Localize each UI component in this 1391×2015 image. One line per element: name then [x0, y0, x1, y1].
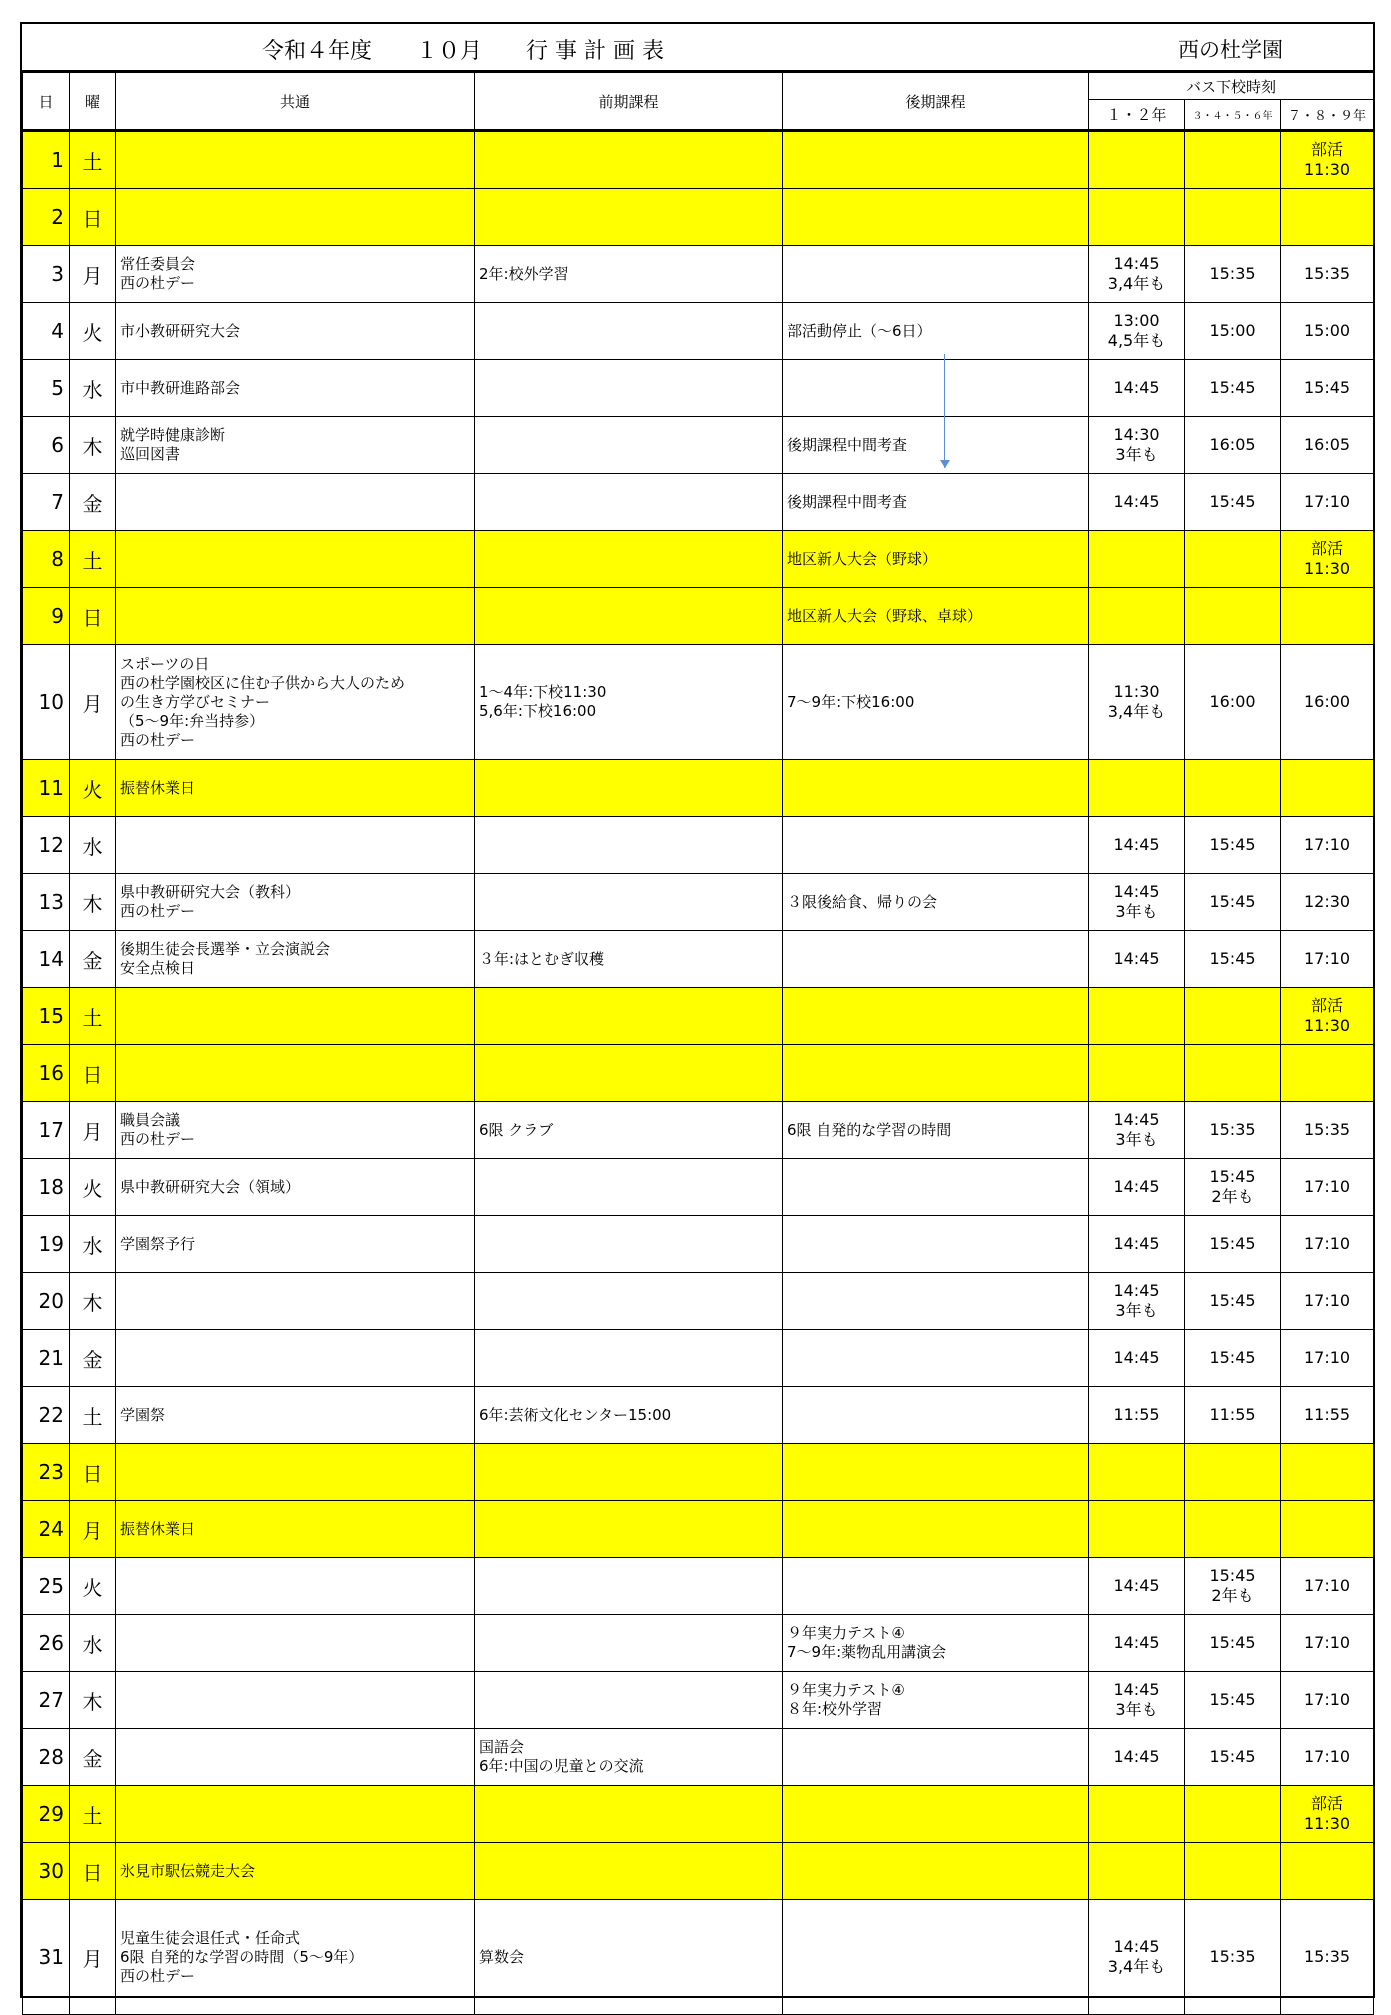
late-course-cell — [783, 1216, 1089, 1273]
table-row — [23, 1045, 1374, 1102]
bus-time-1-2-cell: 14:45 — [1089, 1216, 1185, 1273]
weekday-cell: 月 — [70, 1900, 116, 2015]
col-bus-7-9: ７・８・９年 — [1281, 100, 1374, 131]
table-row — [23, 1501, 1374, 1558]
col-early: 前期課程 — [475, 73, 783, 131]
table-row — [23, 1387, 1374, 1444]
bus-time-1-2-cell: 14:45 — [1089, 1159, 1185, 1216]
common-event-cell: 市小教研研究大会 — [116, 303, 475, 360]
table-row — [23, 1330, 1374, 1387]
late-course-cell — [783, 1387, 1089, 1444]
table-row — [23, 303, 1374, 360]
day-cell: 12 — [23, 817, 70, 874]
early-course-cell — [475, 874, 783, 931]
day-cell: 29 — [23, 1786, 70, 1843]
weekday-cell: 火 — [70, 303, 116, 360]
day-cell: 11 — [23, 760, 70, 817]
bus-time-3-6-cell — [1185, 1501, 1281, 1558]
day-cell: 28 — [23, 1729, 70, 1786]
table-row — [23, 1900, 1374, 2015]
common-event-cell: 氷見市駅伝競走大会 — [116, 1843, 475, 1900]
schedule-sheet — [20, 22, 1375, 1998]
weekday-cell: 木 — [70, 1672, 116, 1729]
day-cell: 26 — [23, 1615, 70, 1672]
weekday-cell: 水 — [70, 1615, 116, 1672]
late-course-cell — [783, 1501, 1089, 1558]
table-row — [23, 417, 1374, 474]
early-course-cell — [475, 303, 783, 360]
bus-time-1-2-cell: 14:45 — [1089, 1330, 1185, 1387]
day-cell: 6 — [23, 417, 70, 474]
bus-time-3-6-cell — [1185, 1444, 1281, 1501]
bus-time-3-6-cell — [1185, 131, 1281, 189]
bus-time-3-6-cell: 15:45 — [1185, 1615, 1281, 1672]
weekday-cell: 土 — [70, 1387, 116, 1444]
bus-time-7-9-cell: 17:10 — [1281, 1729, 1374, 1786]
bus-time-7-9-cell: 17:10 — [1281, 1159, 1374, 1216]
day-cell: 17 — [23, 1102, 70, 1159]
common-event-cell — [116, 1615, 475, 1672]
late-course-cell — [783, 360, 1089, 417]
bus-time-1-2-cell: 11:30 3,4年も — [1089, 645, 1185, 760]
bus-time-7-9-cell: 17:10 — [1281, 1216, 1374, 1273]
common-event-cell: 後期生徒会長選挙・立会演説会 安全点検日 — [116, 931, 475, 988]
page-title: 令和４年度 １０月 行 事 計 画 表 — [262, 39, 664, 64]
common-event-cell — [116, 474, 475, 531]
weekday-cell: 金 — [70, 1330, 116, 1387]
early-course-cell: 6年:芸術文化センター15:00 — [475, 1387, 783, 1444]
header-row — [23, 73, 1374, 100]
table-row — [23, 1558, 1374, 1615]
day-cell: 1 — [23, 131, 70, 189]
bus-time-1-2-cell — [1089, 531, 1185, 588]
arrow-line — [944, 354, 945, 468]
bus-time-1-2-cell — [1089, 988, 1185, 1045]
weekday-cell: 土 — [70, 131, 116, 189]
late-course-cell: 部活動停止（～6日） — [783, 303, 1089, 360]
bus-time-1-2-cell: 14:45 — [1089, 360, 1185, 417]
bus-time-1-2-cell: 14:45 3年も — [1089, 874, 1185, 931]
bus-time-1-2-cell — [1089, 1444, 1185, 1501]
common-event-cell: 学園祭予行 — [116, 1216, 475, 1273]
bus-time-1-2-cell: 14:45 — [1089, 1558, 1185, 1615]
bus-time-1-2-cell — [1089, 1843, 1185, 1900]
late-course-cell: 6限 自発的な学習の時間 — [783, 1102, 1089, 1159]
late-course-cell — [783, 1330, 1089, 1387]
bus-time-3-6-cell — [1185, 588, 1281, 645]
late-course-cell — [783, 1900, 1089, 2015]
early-course-cell — [475, 1216, 783, 1273]
schedule-body — [23, 131, 1374, 2015]
arrow-head-icon — [940, 460, 950, 468]
bus-time-3-6-cell: 11:55 — [1185, 1387, 1281, 1444]
day-cell: 30 — [23, 1843, 70, 1900]
late-course-cell: ９年実力テスト④ ８年:校外学習 — [783, 1672, 1089, 1729]
common-event-cell: 県中教研研究大会（教科） 西の杜デー — [116, 874, 475, 931]
common-event-cell — [116, 988, 475, 1045]
common-event-cell — [116, 1045, 475, 1102]
weekday-cell: 日 — [70, 189, 116, 246]
bus-time-1-2-cell — [1089, 1045, 1185, 1102]
table-row — [23, 1273, 1374, 1330]
common-event-cell — [116, 1786, 475, 1843]
bus-time-3-6-cell — [1185, 531, 1281, 588]
common-event-cell: 就学時健康診断 巡回図書 — [116, 417, 475, 474]
day-cell: 21 — [23, 1330, 70, 1387]
bus-time-7-9-cell: 部活 11:30 — [1281, 1786, 1374, 1843]
day-cell: 8 — [23, 531, 70, 588]
day-cell: 4 — [23, 303, 70, 360]
weekday-cell: 水 — [70, 1216, 116, 1273]
early-course-cell — [475, 588, 783, 645]
col-late: 後期課程 — [783, 73, 1089, 131]
weekday-cell: 月 — [70, 1102, 116, 1159]
bus-time-7-9-cell: 12:30 — [1281, 874, 1374, 931]
bus-time-3-6-cell — [1185, 1786, 1281, 1843]
weekday-cell: 火 — [70, 1159, 116, 1216]
table-row — [23, 1843, 1374, 1900]
early-course-cell — [475, 1159, 783, 1216]
bus-time-7-9-cell: 部活 11:30 — [1281, 988, 1374, 1045]
bus-time-3-6-cell: 15:45 — [1185, 1273, 1281, 1330]
early-course-cell — [475, 131, 783, 189]
early-course-cell — [475, 760, 783, 817]
bus-time-7-9-cell: 15:45 — [1281, 360, 1374, 417]
bus-time-3-6-cell: 15:45 — [1185, 1729, 1281, 1786]
table-row — [23, 360, 1374, 417]
bus-time-7-9-cell: 部活 11:30 — [1281, 131, 1374, 189]
late-course-cell: ３限後給食、帰りの会 — [783, 874, 1089, 931]
bus-time-3-6-cell: 15:45 — [1185, 360, 1281, 417]
early-course-cell — [475, 1444, 783, 1501]
day-cell: 15 — [23, 988, 70, 1045]
late-course-cell — [783, 246, 1089, 303]
common-event-cell: 職員会議 西の杜デー — [116, 1102, 475, 1159]
early-course-cell: 算数会 — [475, 1900, 783, 2015]
early-course-cell — [475, 189, 783, 246]
bus-time-7-9-cell — [1281, 760, 1374, 817]
bus-time-3-6-cell: 15:45 — [1185, 1216, 1281, 1273]
bus-time-1-2-cell — [1089, 189, 1185, 246]
bus-time-1-2-cell: 11:55 — [1089, 1387, 1185, 1444]
weekday-cell: 火 — [70, 760, 116, 817]
day-cell: 7 — [23, 474, 70, 531]
bus-time-7-9-cell: 15:35 — [1281, 246, 1374, 303]
bus-time-7-9-cell — [1281, 1501, 1374, 1558]
day-cell: 27 — [23, 1672, 70, 1729]
bus-time-7-9-cell: 11:55 — [1281, 1387, 1374, 1444]
day-cell: 13 — [23, 874, 70, 931]
early-course-cell — [475, 1045, 783, 1102]
common-event-cell — [116, 1444, 475, 1501]
bus-time-3-6-cell — [1185, 189, 1281, 246]
day-cell: 2 — [23, 189, 70, 246]
early-course-cell — [475, 360, 783, 417]
bus-time-7-9-cell: 17:10 — [1281, 817, 1374, 874]
table-row — [23, 1786, 1374, 1843]
common-event-cell: 県中教研研究大会（領域） — [116, 1159, 475, 1216]
early-course-cell — [475, 1501, 783, 1558]
table-row — [23, 131, 1374, 189]
col-dow: 曜 — [70, 73, 116, 131]
common-event-cell: 振替休業日 — [116, 760, 475, 817]
late-course-cell: 7～9年:下校16:00 — [783, 645, 1089, 760]
table-row — [23, 645, 1374, 760]
weekday-cell: 水 — [70, 360, 116, 417]
early-course-cell: ３年:はとむぎ収穫 — [475, 931, 783, 988]
table-row — [23, 1444, 1374, 1501]
weekday-cell: 金 — [70, 931, 116, 988]
bus-time-7-9-cell — [1281, 1444, 1374, 1501]
bus-time-7-9-cell: 17:10 — [1281, 931, 1374, 988]
table-row — [23, 760, 1374, 817]
common-event-cell — [116, 1729, 475, 1786]
early-course-cell — [475, 417, 783, 474]
bus-time-7-9-cell — [1281, 1843, 1374, 1900]
late-course-cell — [783, 1558, 1089, 1615]
day-cell: 10 — [23, 645, 70, 760]
bus-time-3-6-cell: 15:45 2年も — [1185, 1558, 1281, 1615]
table-row — [23, 588, 1374, 645]
late-course-cell — [783, 760, 1089, 817]
table-row — [23, 1102, 1374, 1159]
table-row — [23, 531, 1374, 588]
weekday-cell: 月 — [70, 645, 116, 760]
day-cell: 9 — [23, 588, 70, 645]
bus-time-1-2-cell: 14:45 — [1089, 817, 1185, 874]
table-row — [23, 1615, 1374, 1672]
bus-time-7-9-cell: 部活 11:30 — [1281, 531, 1374, 588]
early-course-cell — [475, 474, 783, 531]
bus-time-1-2-cell: 14:45 3年も — [1089, 1273, 1185, 1330]
table-row — [23, 874, 1374, 931]
common-event-cell: 振替休業日 — [116, 1501, 475, 1558]
table-row — [23, 931, 1374, 988]
early-course-cell — [475, 1672, 783, 1729]
bus-time-3-6-cell: 15:35 — [1185, 246, 1281, 303]
bus-time-1-2-cell — [1089, 1501, 1185, 1558]
bus-time-3-6-cell: 15:35 — [1185, 1900, 1281, 2015]
common-event-cell — [116, 189, 475, 246]
early-course-cell — [475, 1330, 783, 1387]
late-course-cell — [783, 1045, 1089, 1102]
common-event-cell: スポーツの日 西の杜学園校区に住む子供から大人のため の生き方学びセミナー （5～9年:弁当持参） 西の杜デー — [116, 645, 475, 760]
day-cell: 22 — [23, 1387, 70, 1444]
bus-time-3-6-cell — [1185, 1045, 1281, 1102]
common-event-cell — [116, 1330, 475, 1387]
weekday-cell: 木 — [70, 417, 116, 474]
bus-time-1-2-cell: 14:45 — [1089, 1615, 1185, 1672]
early-course-cell: 6限 クラブ — [475, 1102, 783, 1159]
col-bus-1-2: １・２年 — [1089, 100, 1185, 131]
bus-time-3-6-cell — [1185, 988, 1281, 1045]
late-course-cell — [783, 1729, 1089, 1786]
school-name: 西の杜学園 — [1178, 38, 1283, 62]
early-course-cell — [475, 988, 783, 1045]
late-course-cell: 地区新人大会（野球、卓球） — [783, 588, 1089, 645]
weekday-cell: 月 — [70, 246, 116, 303]
bus-time-7-9-cell: 17:10 — [1281, 1558, 1374, 1615]
day-cell: 31 — [23, 1900, 70, 2015]
common-event-cell — [116, 131, 475, 189]
day-cell: 5 — [23, 360, 70, 417]
bus-time-7-9-cell: 16:05 — [1281, 417, 1374, 474]
bus-time-1-2-cell: 14:45 — [1089, 931, 1185, 988]
bus-time-1-2-cell — [1089, 131, 1185, 189]
bus-time-7-9-cell: 17:10 — [1281, 1672, 1374, 1729]
early-course-cell — [475, 817, 783, 874]
col-bus-3-6: ３・４・５・６年 — [1185, 100, 1281, 131]
col-day: 日 — [23, 73, 70, 131]
common-event-cell: 学園祭 — [116, 1387, 475, 1444]
late-course-cell — [783, 189, 1089, 246]
bus-time-7-9-cell — [1281, 189, 1374, 246]
common-event-cell: 児童生徒会退任式・任命式 6限 自発的な学習の時間（5～9年） 西の杜デー — [116, 1900, 475, 2015]
bus-time-3-6-cell: 15:45 — [1185, 1330, 1281, 1387]
table-row — [23, 189, 1374, 246]
bus-time-3-6-cell: 15:00 — [1185, 303, 1281, 360]
early-course-cell — [475, 531, 783, 588]
bus-time-1-2-cell — [1089, 1786, 1185, 1843]
title-row — [22, 24, 1373, 72]
day-cell: 25 — [23, 1558, 70, 1615]
bus-time-7-9-cell — [1281, 1045, 1374, 1102]
weekday-cell: 日 — [70, 1843, 116, 1900]
day-cell: 14 — [23, 931, 70, 988]
bus-time-3-6-cell: 15:45 — [1185, 874, 1281, 931]
bus-time-7-9-cell — [1281, 588, 1374, 645]
table-row — [23, 246, 1374, 303]
weekday-cell: 水 — [70, 817, 116, 874]
bus-time-3-6-cell: 16:00 — [1185, 645, 1281, 760]
early-course-cell: 2年:校外学習 — [475, 246, 783, 303]
weekday-cell: 日 — [70, 1444, 116, 1501]
late-course-cell — [783, 1159, 1089, 1216]
bus-time-1-2-cell: 14:45 3,4年も — [1089, 246, 1185, 303]
bus-time-1-2-cell: 14:45 3年も — [1089, 1102, 1185, 1159]
bus-time-3-6-cell: 15:45 — [1185, 817, 1281, 874]
day-cell: 16 — [23, 1045, 70, 1102]
weekday-cell: 木 — [70, 874, 116, 931]
day-cell: 24 — [23, 1501, 70, 1558]
bus-time-7-9-cell: 17:10 — [1281, 474, 1374, 531]
bus-time-1-2-cell: 14:45 3年も — [1089, 1672, 1185, 1729]
day-cell: 3 — [23, 246, 70, 303]
bus-time-1-2-cell: 14:30 3年も — [1089, 417, 1185, 474]
day-cell: 19 — [23, 1216, 70, 1273]
bus-time-7-9-cell: 17:10 — [1281, 1330, 1374, 1387]
table-row — [23, 817, 1374, 874]
bus-time-1-2-cell: 14:45 3,4年も — [1089, 1900, 1185, 2015]
bus-time-3-6-cell: 15:45 — [1185, 931, 1281, 988]
table-row — [23, 1216, 1374, 1273]
col-bus: バス下校時刻 — [1089, 73, 1374, 100]
bus-time-7-9-cell: 15:35 — [1281, 1900, 1374, 2015]
late-course-cell — [783, 931, 1089, 988]
early-course-cell — [475, 1786, 783, 1843]
late-course-cell: 後期課程中間考査 — [783, 474, 1089, 531]
weekday-cell: 土 — [70, 531, 116, 588]
weekday-cell: 日 — [70, 1045, 116, 1102]
bus-time-1-2-cell: 14:45 — [1089, 1729, 1185, 1786]
bus-time-3-6-cell: 15:45 — [1185, 1672, 1281, 1729]
bus-time-7-9-cell: 17:10 — [1281, 1615, 1374, 1672]
bus-time-1-2-cell — [1089, 760, 1185, 817]
table-row — [23, 1159, 1374, 1216]
day-cell: 23 — [23, 1444, 70, 1501]
late-course-cell — [783, 1273, 1089, 1330]
late-course-cell: 後期課程中間考査 — [783, 417, 1089, 474]
day-cell: 20 — [23, 1273, 70, 1330]
weekday-cell: 土 — [70, 988, 116, 1045]
early-course-cell: 国語会 6年:中国の児童との交流 — [475, 1729, 783, 1786]
bus-time-3-6-cell: 15:45 — [1185, 474, 1281, 531]
table-row — [23, 988, 1374, 1045]
table-row — [23, 474, 1374, 531]
weekday-cell: 火 — [70, 1558, 116, 1615]
common-event-cell — [116, 1273, 475, 1330]
schedule-table — [22, 72, 1374, 2015]
weekday-cell: 金 — [70, 1729, 116, 1786]
common-event-cell: 常任委員会 西の杜デー — [116, 246, 475, 303]
common-event-cell — [116, 588, 475, 645]
table-row — [23, 1672, 1374, 1729]
col-common: 共通 — [116, 73, 475, 131]
common-event-cell — [116, 531, 475, 588]
day-cell: 18 — [23, 1159, 70, 1216]
early-course-cell — [475, 1558, 783, 1615]
common-event-cell — [116, 817, 475, 874]
bus-time-7-9-cell: 16:00 — [1281, 645, 1374, 760]
bus-time-3-6-cell: 15:45 2年も — [1185, 1159, 1281, 1216]
bus-time-7-9-cell: 15:00 — [1281, 303, 1374, 360]
bus-time-1-2-cell: 13:00 4,5年も — [1089, 303, 1185, 360]
common-event-cell — [116, 1558, 475, 1615]
early-course-cell — [475, 1615, 783, 1672]
late-course-cell: ９年実力テスト④ 7～9年:薬物乱用講演会 — [783, 1615, 1089, 1672]
weekday-cell: 日 — [70, 588, 116, 645]
early-course-cell — [475, 1273, 783, 1330]
early-course-cell — [475, 1843, 783, 1900]
weekday-cell: 土 — [70, 1786, 116, 1843]
weekday-cell: 金 — [70, 474, 116, 531]
weekday-cell: 月 — [70, 1501, 116, 1558]
table-row — [23, 1729, 1374, 1786]
bus-time-3-6-cell — [1185, 760, 1281, 817]
weekday-cell: 木 — [70, 1273, 116, 1330]
bus-time-3-6-cell: 16:05 — [1185, 417, 1281, 474]
late-course-cell: 地区新人大会（野球） — [783, 531, 1089, 588]
bus-time-7-9-cell: 17:10 — [1281, 1273, 1374, 1330]
late-course-cell — [783, 1786, 1089, 1843]
late-course-cell — [783, 817, 1089, 874]
early-course-cell: 1～4年:下校11:30 5,6年:下校16:00 — [475, 645, 783, 760]
late-course-cell — [783, 988, 1089, 1045]
late-course-cell — [783, 1444, 1089, 1501]
bus-time-3-6-cell — [1185, 1843, 1281, 1900]
common-event-cell — [116, 1672, 475, 1729]
late-course-cell — [783, 1843, 1089, 1900]
bus-time-7-9-cell: 15:35 — [1281, 1102, 1374, 1159]
bus-time-1-2-cell: 14:45 — [1089, 474, 1185, 531]
bus-time-3-6-cell: 15:35 — [1185, 1102, 1281, 1159]
late-course-cell — [783, 131, 1089, 189]
common-event-cell: 市中教研進路部会 — [116, 360, 475, 417]
bus-time-1-2-cell — [1089, 588, 1185, 645]
